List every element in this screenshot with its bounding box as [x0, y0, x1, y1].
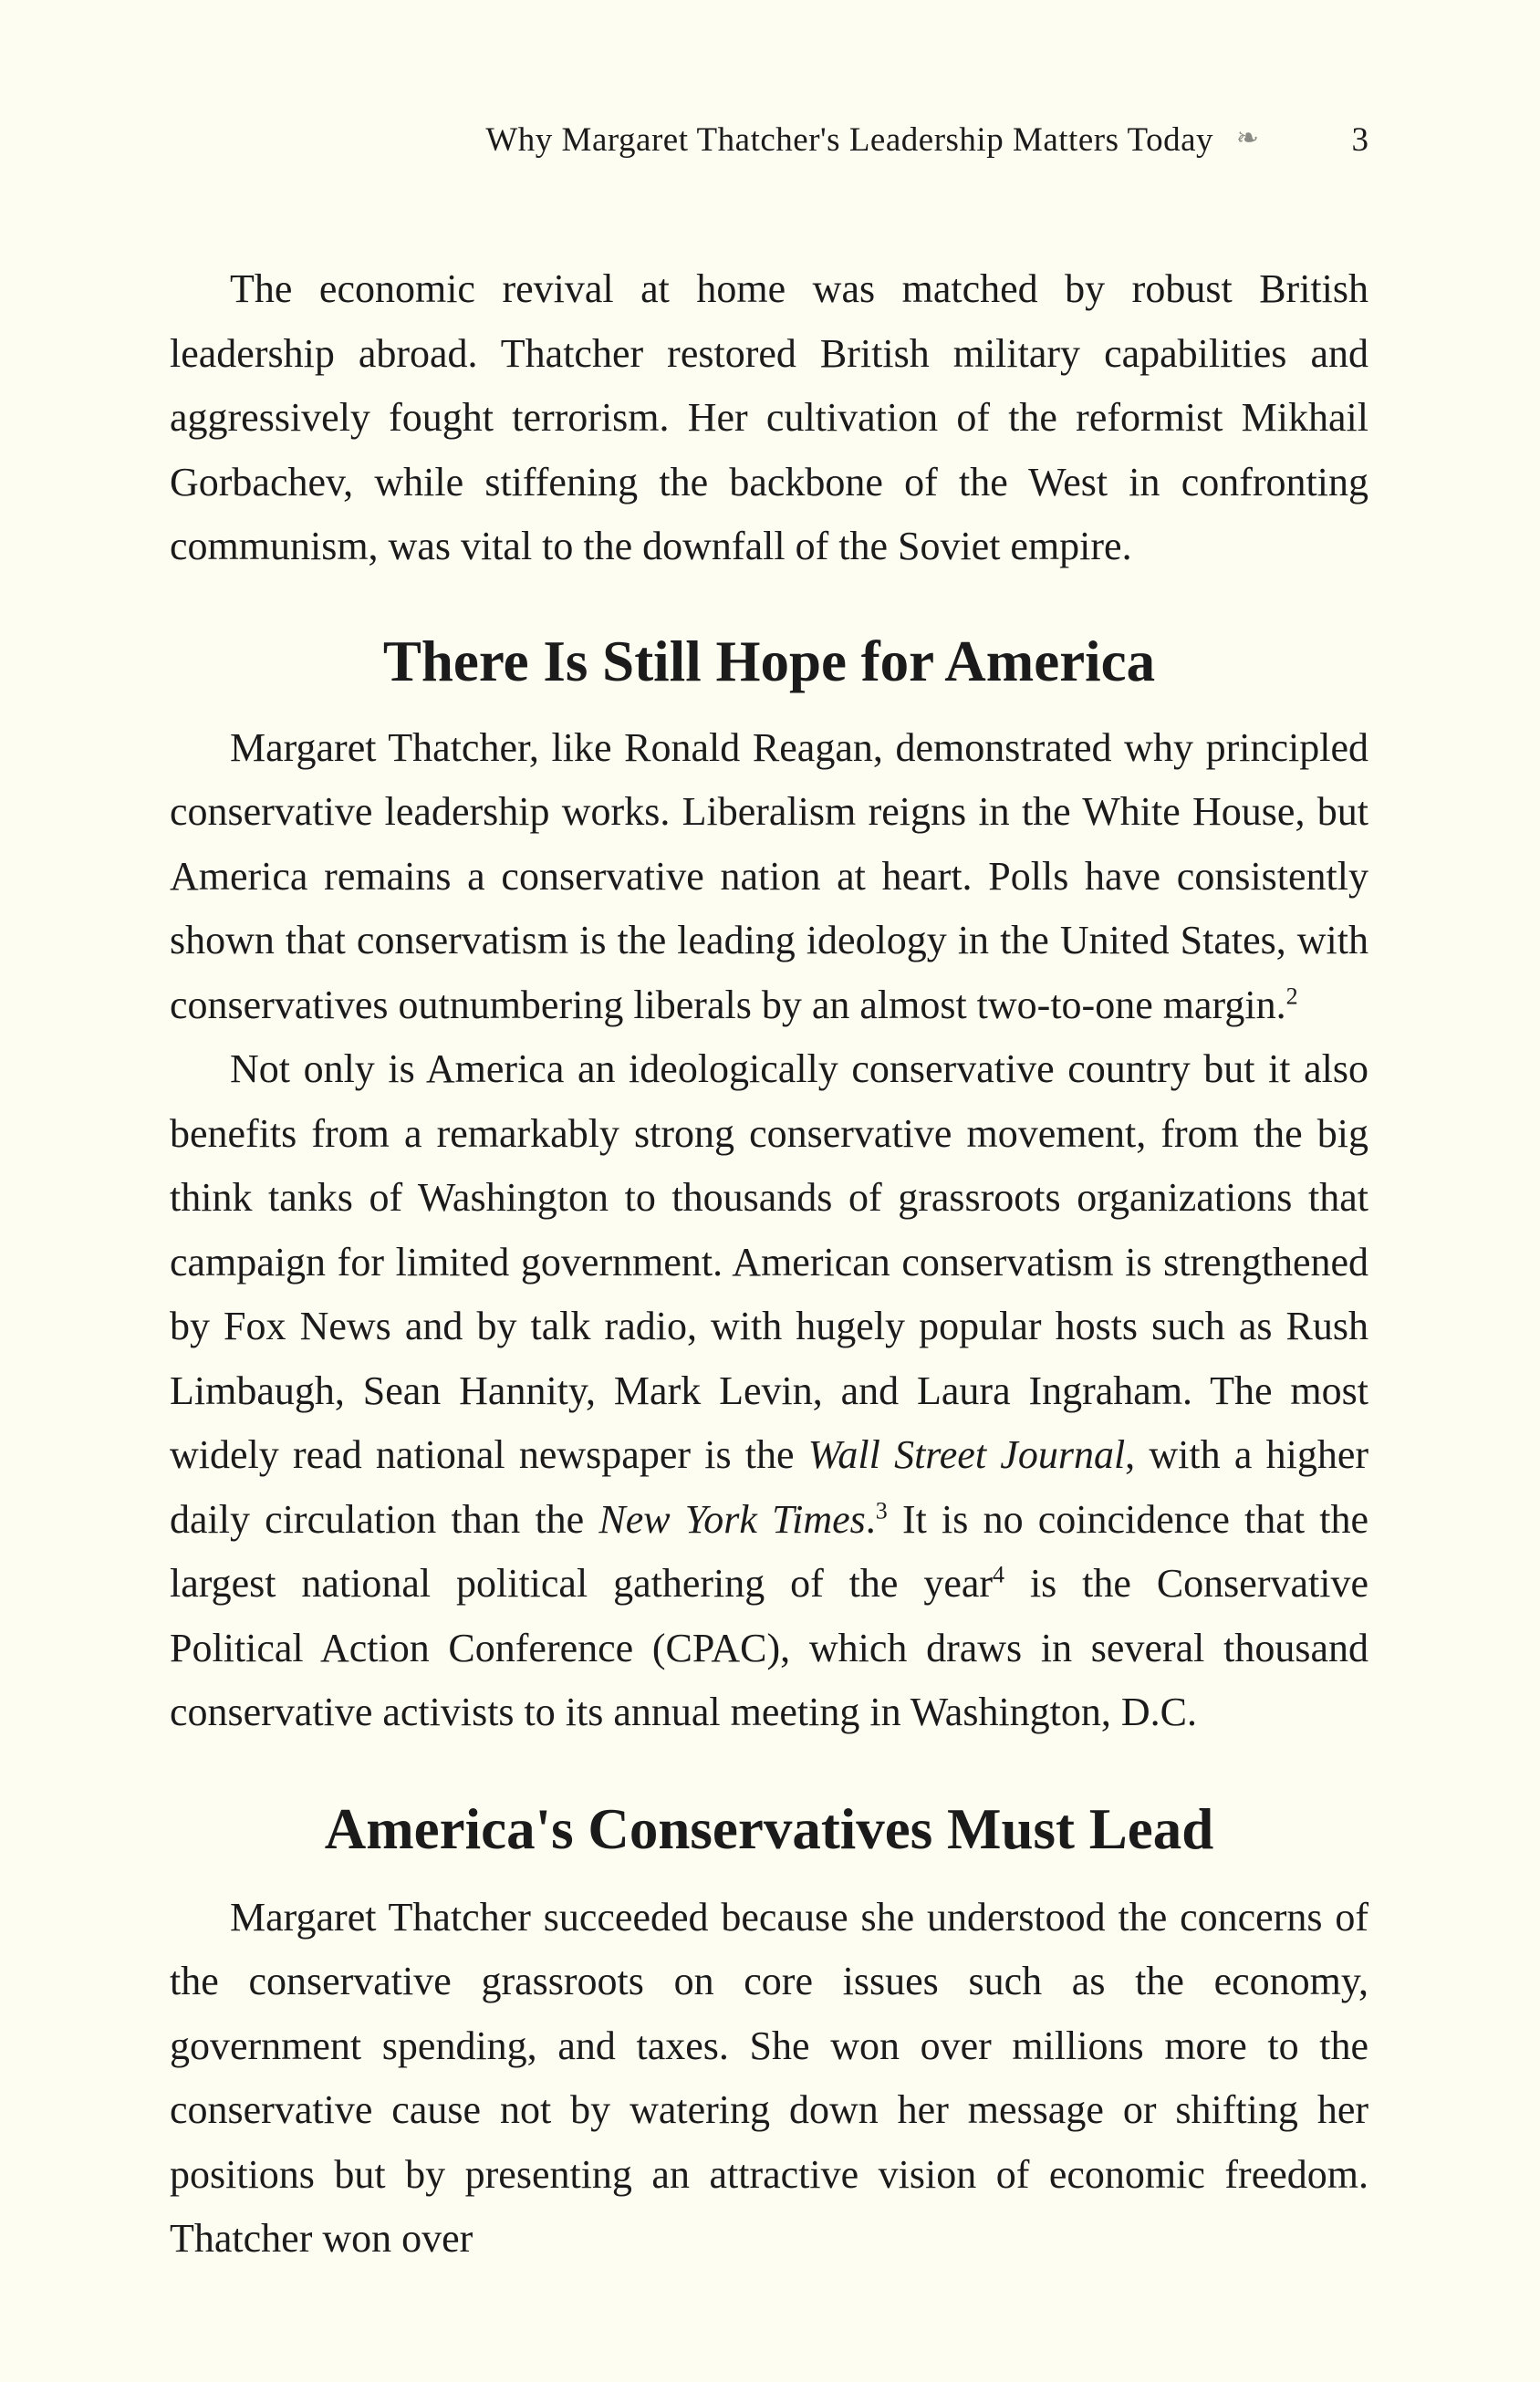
- paragraph-3-text-c: .: [865, 1496, 876, 1542]
- section-heading-lead: America's Conservatives Must Lead: [324, 1796, 1214, 1861]
- section-heading-hope: There Is Still Hope for America: [382, 629, 1156, 693]
- ornament-icon: ❧: [1235, 123, 1259, 153]
- footnote-ref-3[interactable]: 3: [875, 1496, 888, 1524]
- running-head: [170, 120, 1368, 166]
- paragraph-3-text-d: It is no coincidence that the largest national political gathering of the year: [170, 1496, 1368, 1606]
- body-text: [170, 257, 1368, 2272]
- paragraph-2-text: Margaret Thatcher, like Ronald Reagan, demonstrated why principled conservative leadership works. Liberalism reigns in the White House, but America remains a conservative nation at heart. Polls have consistently shown that conservatism is the leading ideology in the United States, with conservatives outnumbering liberals by an almost two-to-one margin.: [170, 724, 1368, 1027]
- paragraph-3-text-a: Not only is America an ideologically conservative country but it also benefits from a remarkably strong conservative movement, from the big think tanks of Washington to thousands of grassroots organizations that campaign for limited government. American conservatism is strengthened by Fox News and by talk radio, with hugely popular hosts such as Rush Limbaugh, Sean Hannity, Mark Levin, and Laura Ingraham. The most widely read national newspaper is the: [170, 1046, 1368, 1477]
- nyt-title: New York Times: [598, 1496, 866, 1542]
- footnote-ref-2[interactable]: 2: [1285, 982, 1298, 1009]
- footnote-ref-4[interactable]: 4: [993, 1561, 1005, 1588]
- paragraph-1: The economic revival at home was matched by robust British leadership abroad. Thatcher restored British military capabilities and aggressively fought terrorism. Her cultivation of the reformist Mikhail Gorbachev, while stiffening the backbone of the West in confronting communism, was vital to the downfall of the Soviet empire.: [170, 266, 1368, 568]
- paragraph-3-text-b: , with a higher daily circulation than the: [170, 1432, 1369, 1542]
- paragraph-3: [170, 1037, 1368, 1745]
- running-title: Why Margaret Thatcher's Leadership Matters Today: [485, 121, 1213, 159]
- paragraph-2: [170, 716, 1368, 1038]
- wsj-title: Wall Street Journal: [807, 1432, 1126, 1477]
- paragraph-3-text-e: is the Conservative Political Action Conference (CPAC), which draws in several thousand conservative activists to its annual meeting in Washington, D.C.: [170, 1561, 1368, 1734]
- page-number: 3: [1351, 121, 1368, 159]
- paragraph-4: Margaret Thatcher succeeded because she understood the concerns of the conservative grassroots on core issues such as the economy, government spending, and taxes. She won over millions more to the conservative cause not by watering down her message or shifting her positions but by presenting an attractive vision of economic freedom. Thatcher won over: [170, 1894, 1368, 2261]
